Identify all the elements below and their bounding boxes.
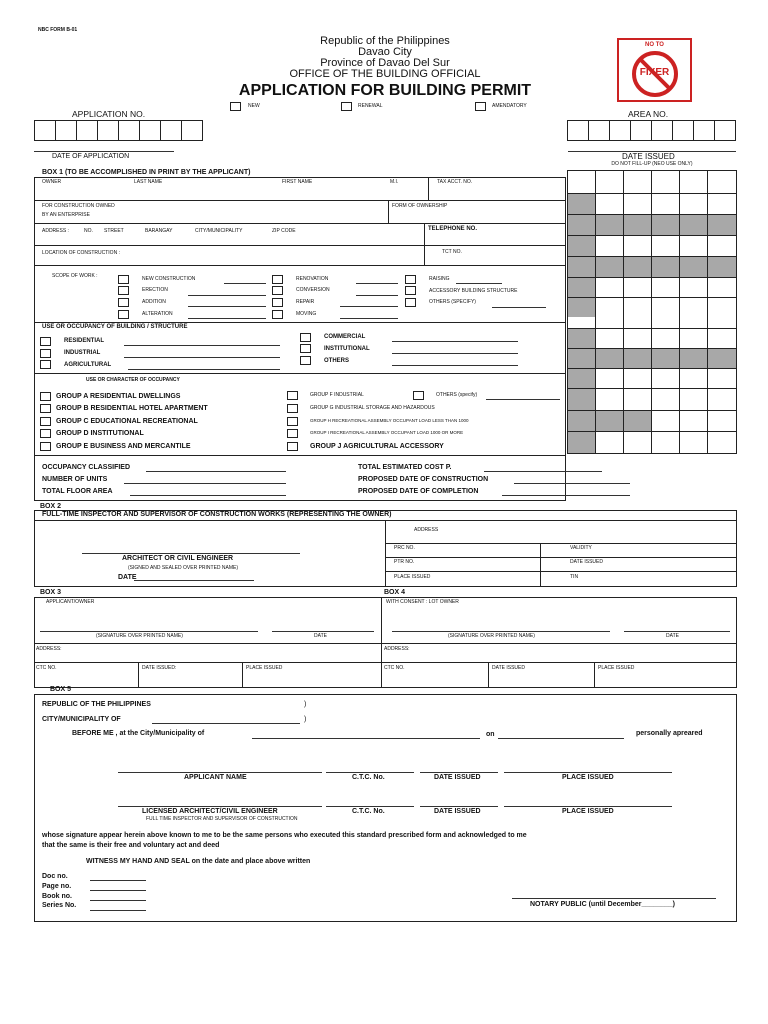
others-occ-label: OTHERS: [324, 358, 350, 364]
box5-witness: WITNESS MY HAND AND SEAL on the date and place above written: [86, 858, 311, 865]
amendatory-checkbox[interactable]: [475, 102, 486, 111]
tct-label: TCT NO.: [442, 249, 462, 255]
number-units-label: NUMBER OF UNITS: [42, 476, 108, 483]
group-g-checkbox[interactable]: [287, 404, 298, 413]
scope-label: SCOPE OF WORK :: [52, 273, 98, 279]
renovation-checkbox[interactable]: [272, 275, 283, 284]
box5-statement-2: that the same is their free and voluntary act and deed: [42, 842, 220, 849]
area-no-digit[interactable]: [672, 120, 694, 141]
page-title: APPLICATION FOR BUILDING PERMIT: [238, 82, 532, 99]
agricultural-label: AGRICULTURAL: [64, 362, 112, 368]
box4-title: BOX 4: [384, 589, 406, 596]
form-code: NBC FORM B-01: [38, 27, 78, 33]
logo-word: FIXER: [639, 67, 670, 78]
owner-label: OWNER: [42, 179, 62, 185]
institutional-label: INSTITUTIONAL: [324, 346, 370, 352]
group-g-label: GROUP G INDUSTRIAL STORAGE AND HAZARDOUS: [310, 405, 435, 411]
moving-checkbox[interactable]: [272, 310, 283, 319]
app-no-digit[interactable]: [181, 120, 203, 141]
box3-place-issued-label: PLACE ISSUED: [246, 665, 283, 671]
box4-place-issued-label: PLACE ISSUED: [598, 665, 635, 671]
app-no-digit[interactable]: [34, 120, 56, 141]
box5-fulltime: FULL TIME INSPECTOR AND SUPERVISOR OF CONSTRUCTION: [146, 816, 298, 822]
box2-title: BOX 2: [40, 503, 62, 510]
group-j-label: GROUP J AGRICULTURAL ACCESSORY: [310, 443, 444, 450]
area-no-digit[interactable]: [567, 120, 589, 141]
box4-signature-label: (SIGNATURE OVER PRINTED NAME): [448, 633, 535, 639]
box2-date-label: DATE: [118, 574, 137, 581]
others-specify-label: OTHERS (SPECIFY): [429, 299, 476, 305]
group-b-label: GROUP B RESIDENTIAL HOTEL APARTMENT: [56, 405, 208, 412]
box5-before-me: BEFORE ME , at the City/Municipality of: [72, 730, 205, 737]
others-specify-checkbox[interactable]: [405, 298, 416, 307]
box5-applicant-name: APPLICANT NAME: [184, 774, 247, 781]
header-province: Province of Davao Del Sur: [320, 57, 450, 69]
no-fixer-logo: NO TO FIXER: [617, 38, 692, 102]
header-republic: Republic of the Philippines: [320, 35, 450, 47]
header-office: OFFICE OF THE BUILDING OFFICIAL: [289, 68, 481, 80]
occupancy-classified-label: OCCUPANCY CLASSIFIED: [42, 464, 131, 471]
industrial-checkbox[interactable]: [40, 349, 51, 358]
applicant-owner-label: APPLICANT/OWNER: [46, 599, 95, 605]
accessory-checkbox[interactable]: [405, 286, 416, 295]
alteration-checkbox[interactable]: [118, 310, 129, 319]
box5-statement-1: whose signature appear herein above known to me to be the same persons who executed this standard prescribed form and acknowledged to me: [42, 832, 527, 839]
group-j-checkbox[interactable]: [287, 442, 298, 451]
conversion-checkbox[interactable]: [272, 286, 283, 295]
do-not-fill-label: DO NOT FILL-UP (NEO USE ONLY): [611, 161, 693, 167]
box3-date-label: DATE: [314, 633, 327, 639]
box2-address-label: ADDRESS: [414, 527, 439, 533]
box3-ctc-label: CTC NO.: [36, 665, 57, 671]
use-occupancy-label: USE OR OCCUPANCY OF BUILDING / STRUCTURE: [42, 324, 188, 330]
moving-label: MOVING: [296, 311, 317, 317]
group-f-checkbox[interactable]: [287, 391, 298, 400]
box3-title: BOX 3: [40, 589, 62, 596]
box4-date-label: DATE: [666, 633, 679, 639]
app-no-digit[interactable]: [118, 120, 140, 141]
box2-date-issued-label: DATE ISSUED: [570, 559, 603, 565]
alteration-label: ALTERATION: [142, 311, 173, 317]
box1-title: BOX 1 (TO BE ACCOMPLISHED IN PRINT BY THE APPLICANT): [42, 169, 251, 176]
erection-label: ERECTION: [142, 287, 168, 293]
box5-city-mun: CITY/MUNICIPALITY OF: [42, 716, 121, 723]
app-no-digit[interactable]: [76, 120, 98, 141]
group-h-checkbox[interactable]: [287, 417, 298, 426]
address-label: ADDRESS :: [42, 228, 69, 234]
box5-paren-2: ): [304, 716, 307, 723]
construction-owned-label: FOR CONSTRUCTION OWNED: [42, 203, 115, 209]
commercial-checkbox[interactable]: [300, 333, 311, 342]
location-label: LOCATION OF CONSTRUCTION :: [42, 250, 120, 256]
group-d-checkbox[interactable]: [40, 429, 51, 438]
renewal-label: RENEWAL: [358, 103, 383, 109]
doc-no-label: Doc no.: [42, 873, 68, 880]
date-application-line[interactable]: [34, 151, 174, 152]
header-city: Davao City: [358, 46, 412, 58]
mi-label: M.I.: [390, 179, 399, 185]
others-specify-occ-label: OTHERS (specify): [436, 392, 478, 398]
zip-label: ZIP CODE: [272, 228, 296, 234]
group-i-checkbox[interactable]: [287, 429, 298, 438]
with-consent-label: WITH CONSENT : LOT OWNER: [386, 599, 459, 605]
area-no-digit[interactable]: [609, 120, 631, 141]
agricultural-checkbox[interactable]: [40, 360, 51, 369]
box4-date-issued-label: DATE ISSUED: [492, 665, 525, 671]
book-no-label: Book no.: [42, 893, 72, 900]
page-no-label: Page no.: [42, 883, 72, 890]
ptr-label: PTR NO.: [394, 559, 415, 565]
accessory-label: ACCESSORY BUILDING STRUCTURE: [429, 288, 518, 294]
box3-date-issued-label: DATE ISSUED:: [142, 665, 177, 671]
box5-ctc-2: C.T.C. No.: [352, 808, 385, 815]
amendatory-label: AMENDATORY: [492, 103, 527, 109]
new-label: NEW: [248, 103, 260, 109]
total-cost-label: TOTAL ESTIMATED COST P.: [358, 464, 452, 471]
group-a-label: GROUP A RESIDENTIAL DWELLINGS: [56, 393, 181, 400]
by-enterprise-label: BY AN ENTERPRISE: [42, 212, 90, 218]
series-no-label: Series No.: [42, 902, 77, 909]
new-construction-checkbox[interactable]: [118, 275, 129, 284]
date-issued-label: DATE ISSUED: [622, 152, 675, 161]
box5-date-issued-2: DATE ISSUED: [434, 808, 481, 815]
box5-licensed: LICENSED ARCHITECT/CIVIL ENGINEER: [142, 808, 278, 815]
addition-checkbox[interactable]: [118, 298, 129, 307]
telephone-label: TELEPHONE NO.: [428, 226, 478, 232]
repair-label: REPAIR: [296, 299, 315, 305]
box2-place-issued-label: PLACE ISSUED: [394, 574, 431, 580]
notary-public-label: NOTARY PUBLIC (until December________): [530, 901, 675, 908]
box5-republic: REPUBLIC OF THE PHILIPPINES: [42, 701, 151, 708]
addition-label: ADDITION: [142, 299, 166, 305]
conversion-label: CONVERSION: [296, 287, 330, 293]
box3-signature-label: (SIGNATURE OVER PRINTED NAME): [96, 633, 183, 639]
industrial-label: INDUSTRIAL: [64, 350, 101, 356]
date-completion-label: PROPOSED DATE OF COMPLETION: [358, 488, 479, 495]
box4-ctc-label: CTC NO.: [384, 665, 405, 671]
group-b-checkbox[interactable]: [40, 404, 51, 413]
app-no-digit[interactable]: [55, 120, 77, 141]
commercial-label: COMMERCIAL: [324, 334, 366, 340]
city-mun-label: CITY/MUNICIPALITY: [195, 228, 243, 234]
box5-appeared: personally apreared: [636, 730, 703, 737]
street-label: STREET: [104, 228, 124, 234]
group-c-checkbox[interactable]: [40, 417, 51, 426]
date-of-application-label: DATE OF APPLICATION: [52, 153, 130, 160]
residential-label: RESIDENTIAL: [64, 338, 105, 344]
institutional-checkbox[interactable]: [300, 344, 311, 353]
box5-frame: [34, 694, 737, 922]
box4-address-label: ADDRESS:: [384, 646, 410, 652]
area-no-label: AREA NO.: [628, 109, 669, 119]
repair-checkbox[interactable]: [272, 298, 283, 307]
group-i-label: GROUP I RECREATIONAL ASSEMBLY OCCUPANT LOAD 1000 OR MORE: [310, 430, 464, 435]
barangay-label: BARANGAY: [145, 228, 173, 234]
box5-on: on: [486, 731, 495, 738]
raising-checkbox[interactable]: [405, 275, 416, 284]
app-no-digit[interactable]: [139, 120, 161, 141]
erection-checkbox[interactable]: [118, 286, 129, 295]
area-no-digit[interactable]: [714, 120, 736, 141]
tin-label: TIN: [570, 574, 579, 580]
raising-label: RAISING: [429, 276, 450, 282]
group-h-label: GROUP H RECREATIONAL ASSEMBLY OCCUPANT LOAD LESS THAN 1000: [310, 418, 469, 423]
architect-label: ARCHITECT OR CIVIL ENGINEER: [122, 555, 234, 562]
box5-ctc-1: C.T.C. No.: [352, 774, 385, 781]
total-floor-area-label: TOTAL FLOOR AREA: [42, 488, 113, 495]
area-no-digit[interactable]: [693, 120, 715, 141]
group-a-checkbox[interactable]: [40, 392, 51, 401]
box5-place-issued-1: PLACE ISSUED: [562, 774, 614, 781]
first-name-label: FIRST NAME: [282, 179, 313, 185]
app-no-digit[interactable]: [97, 120, 119, 141]
group-d-label: GROUP D INSTITUTIONAL: [56, 430, 144, 437]
group-c-label: GROUP C EDUCATIONAL RECREATIONAL: [56, 418, 198, 425]
app-no-digit[interactable]: [160, 120, 182, 141]
residential-checkbox[interactable]: [40, 337, 51, 346]
area-no-digit[interactable]: [588, 120, 610, 141]
group-e-label: GROUP E BUSINESS AND MERCANTILE: [56, 443, 191, 450]
others-specify-occ-checkbox[interactable]: [413, 391, 424, 400]
application-no-label: APPLICATION NO.: [72, 109, 146, 119]
tax-acct-label: TAX ACCT. NO.: [437, 179, 473, 185]
box2-subtitle: FULL-TIME INSPECTOR AND SUPERVISOR OF CONSTRUCTION WORKS (REPRESENTING THE OWNER): [42, 511, 392, 518]
addr-no-label: NO.: [84, 228, 93, 234]
box5-title: BOX 5: [50, 686, 72, 693]
box5-place-issued-2: PLACE ISSUED: [562, 808, 614, 815]
box3-address-label: ADDRESS:: [36, 646, 62, 652]
date-construction-label: PROPOSED DATE OF CONSTRUCTION: [358, 476, 489, 483]
new-construction-label: NEW CONSTRUCTION: [142, 276, 196, 282]
renewal-checkbox[interactable]: [341, 102, 352, 111]
character-occupancy-label: USE OR CHARACTER OF OCCUPANCY: [86, 377, 180, 383]
signed-sealed-label: (SIGNED AND SEALED OVER PRINTED NAME): [128, 565, 239, 571]
box5-paren-1: ): [304, 701, 307, 708]
last-name-label: LAST NAME: [134, 179, 163, 185]
renovation-label: RENOVATION: [296, 276, 329, 282]
new-checkbox[interactable]: [230, 102, 241, 111]
group-e-checkbox[interactable]: [40, 442, 51, 451]
others-occ-checkbox[interactable]: [300, 356, 311, 365]
area-no-digit[interactable]: [630, 120, 652, 141]
form-ownership-label: FORM OF OWNERSHIP: [392, 203, 448, 209]
office-use-grid: [567, 170, 737, 454]
validity-label: VALIDITY: [570, 545, 592, 551]
group-f-label: GROUP F INDUSTRIAL: [310, 392, 364, 398]
prc-label: PRC NO.: [394, 545, 415, 551]
area-no-digit[interactable]: [651, 120, 673, 141]
box5-date-issued-1: DATE ISSUED: [434, 774, 481, 781]
